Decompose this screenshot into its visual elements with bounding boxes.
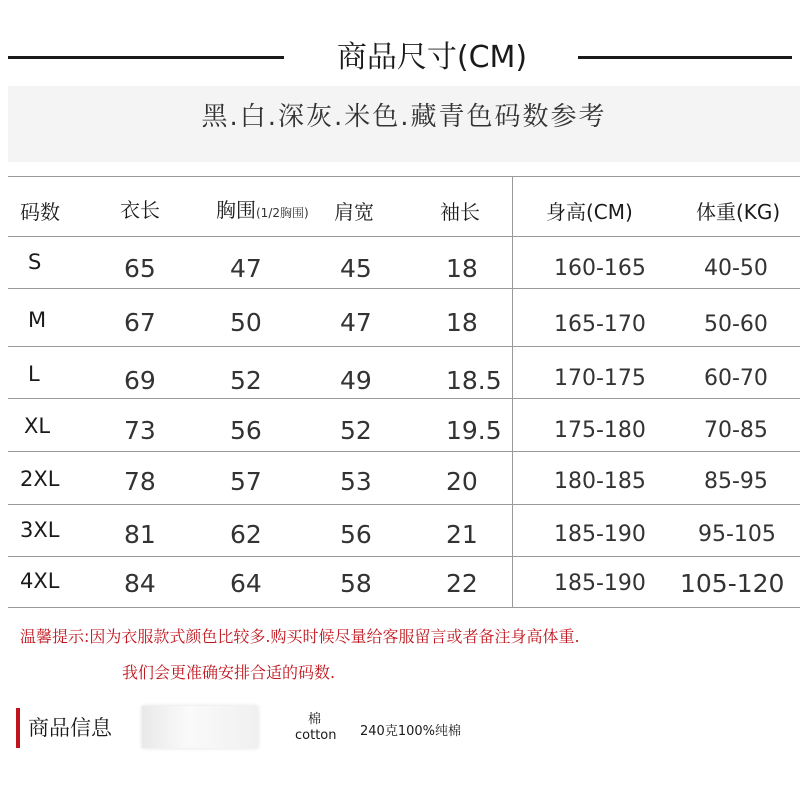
title-row [0,24,800,80]
height-cell: 185-190 [554,522,646,547]
fabric-swatch [142,706,258,748]
shoulder-cell: 56 [340,520,372,549]
weight-cell: 50-60 [704,312,768,337]
title-divider-right [578,56,792,59]
weight-cell: 60-70 [704,366,768,391]
shoulder-cell: 52 [340,416,372,445]
weight-cell: 95-105 [698,522,776,547]
shoulder-cell: 58 [340,569,372,598]
size-cell: M [28,308,47,332]
header-chest-note: (1/2胸围) [256,206,309,220]
material-en: cotton [295,728,337,743]
length-cell: 67 [124,308,156,337]
sleeve-cell: 18.5 [446,366,502,395]
length-cell: 65 [124,254,156,283]
header-size: 码数 [20,200,60,224]
table-row [8,244,800,296]
sleeve-cell: 20 [446,467,478,496]
length-cell: 73 [124,416,156,445]
product-info-label: 商品信息 [28,716,112,740]
shoulder-cell: 45 [340,254,372,283]
color-note: 黑.白.深灰.米色.藏青色码数参考 [201,102,607,132]
sleeve-cell: 19.5 [446,416,502,445]
table-row [8,408,800,460]
product-info-section [0,704,800,754]
tip-line-1: 温馨提示:因为衣服款式颜色比较多.购买时候尽量给客服留言或者备注身高体重. [20,627,580,646]
table-row [8,514,800,566]
color-note-band [8,86,800,162]
shoulder-cell: 49 [340,366,372,395]
table-rule [8,176,800,177]
size-cell: XL [24,414,51,438]
size-cell: 3XL [20,518,60,542]
chest-cell: 56 [230,416,262,445]
section-marker [16,708,20,748]
chest-cell: 57 [230,467,262,496]
length-cell: 81 [124,520,156,549]
header-height: 身高(CM) [546,200,633,224]
height-cell: 160-165 [554,256,646,281]
table-row [8,356,800,408]
weight-cell: 40-50 [704,256,768,281]
sleeve-cell: 18 [446,308,478,337]
shoulder-cell: 47 [340,308,372,337]
table-rule [8,236,800,237]
material-desc: 240克100%纯棉 [360,724,461,739]
header-shoulder: 肩宽 [334,200,374,224]
height-cell: 180-185 [554,469,646,494]
title-divider-left [8,56,284,59]
sleeve-cell: 18 [446,254,478,283]
length-cell: 84 [124,569,156,598]
header-weight: 体重(KG) [696,200,781,224]
weight-cell: 70-85 [704,418,768,443]
length-cell: 69 [124,366,156,395]
header-chest-label: 胸围 [216,198,256,222]
length-cell: 78 [124,467,156,496]
height-cell: 185-190 [554,571,646,596]
height-cell: 175-180 [554,418,646,443]
table-row [8,565,800,617]
sleeve-cell: 21 [446,520,478,549]
weight-cell: 105-120 [680,569,785,598]
weight-cell: 85-95 [704,469,768,494]
height-cell: 170-175 [554,366,646,391]
header-length: 衣长 [120,198,160,222]
size-cell: L [28,362,40,386]
height-cell: 165-170 [554,312,646,337]
header-sleeve: 袖长 [440,200,480,224]
chest-cell: 47 [230,254,262,283]
size-cell: 2XL [20,467,60,491]
page-title: 商品尺寸(CM) [336,40,528,75]
chest-cell: 64 [230,569,262,598]
sleeve-cell: 22 [446,569,478,598]
table-row [8,461,800,513]
chest-cell: 62 [230,520,262,549]
table-row [8,300,800,352]
size-cell: S [28,250,42,274]
header-chest [216,194,309,223]
size-cell: 4XL [20,569,60,593]
chest-cell: 50 [230,308,262,337]
tip-line-2: 我们会更准确安排合适的码数. [122,663,336,682]
shoulder-cell: 53 [340,467,372,496]
chest-cell: 52 [230,366,262,395]
material-cn: 棉 [308,712,322,727]
